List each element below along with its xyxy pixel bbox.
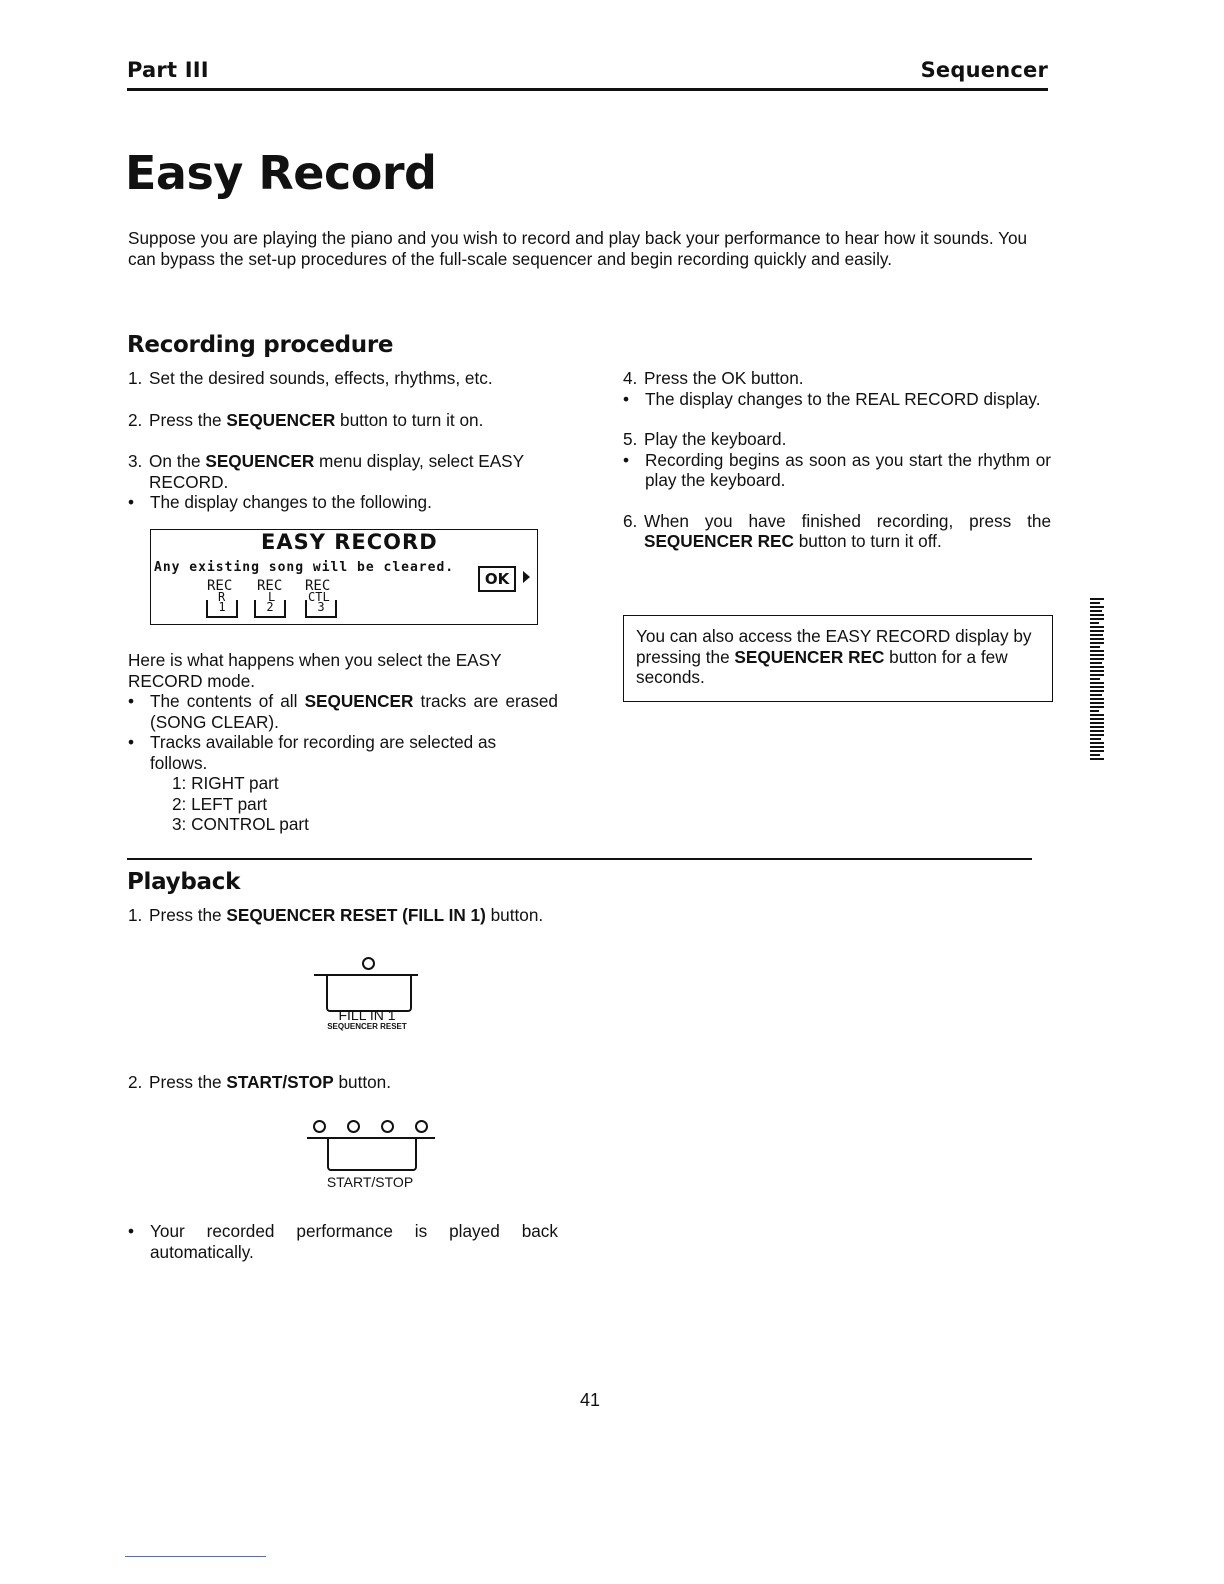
playback-bullet: • Your recorded performance is played back automatically. [128,1221,558,1262]
track-item: 2: LEFT part [172,793,268,814]
note-box [623,615,1053,702]
display-track-3: 3 [305,600,337,618]
step-1: 1. Set the desired sounds, effects, rhythms, etc. [128,368,493,388]
lamp-icon [415,1120,428,1133]
playback-step-2: 2. Press the START/STOP button. [128,1072,392,1092]
playback-heading: Playback [127,869,241,895]
lamp-icon [381,1120,394,1133]
bottom-rule [125,1556,266,1557]
track-item: 1: RIGHT part [172,773,279,793]
note-text: You can also access the EASY RECORD display by pressing the SEQUENCER REC button for a few seconds. [636,626,1032,687]
step-3: 3. On the SEQUENCER menu display, select EASY RECORD. [128,451,524,492]
lamp-icon [313,1120,326,1133]
section-rule [127,858,1032,860]
track-list [128,773,558,835]
arrow-right-icon [523,571,530,583]
button-label: START/STOP [326,1174,414,1190]
page-number: 41 [580,1390,601,1410]
button-label: FILL IN 1 [338,1007,396,1023]
lamp-icon [362,957,375,970]
display-sub-3: CTL [308,590,330,604]
display-sub-2: L [268,590,276,604]
playback-step-1: 1. Press the SEQUENCER RESET (FILL IN 1) button. [128,905,544,925]
display-track-1: 1 [206,600,238,618]
step-2: 2. Press the SEQUENCER button to turn it on. [128,409,484,430]
step-3-bullet: • The display changes to the following. [128,492,556,513]
track-item: 3: CONTROL part [172,814,309,834]
step-5: 5. Play the keyboard. [623,429,787,449]
display-rec-2: REC [257,578,283,594]
step-4: 4. Press the OK button. [623,368,804,388]
start-stop-button-illustration [305,1118,440,1196]
header-section-label: Sequencer [920,58,1048,82]
page-title: Easy Record [125,146,437,200]
after-display-text: Here is what happens when you select the EASY RECORD mode. [128,650,502,691]
step-5-bullet: • Recording begins as soon as you start the rhythm or play the keyboard. [623,450,1051,491]
recording-left-column [128,368,556,513]
button-icon [327,1139,417,1171]
fill-in-button-illustration [312,955,424,1035]
edge-marker [1090,598,1104,762]
display-rec-3: REC [305,578,331,594]
tracks-bullet: • Tracks available for recording are selected as follows. [128,732,558,773]
easy-record-display [150,529,538,625]
mode-explanation [128,650,558,835]
button-sublabel: SEQUENCER RESET [327,1022,407,1031]
lamp-icon [347,1120,360,1133]
step-4-bullet: • The display changes to the REAL RECORD display. [623,389,1051,410]
display-sub-1: R [218,590,226,604]
display-rec-1: REC [207,578,233,594]
display-message: Any existing song will be cleared. [154,560,455,575]
step-6: 6. When you have finished recording, press the SEQUENCER REC button to turn it off. [623,510,1051,551]
header-part-label: Part III [127,58,209,82]
recording-heading: Recording procedure [127,332,394,358]
erase-bullet: • The contents of all SEQUENCER tracks are erased (SONG CLEAR). [128,691,558,732]
intro-paragraph: Suppose you are playing the piano and you wish to record and play back your performance to hear how it sounds. You can bypass the set-up procedures of the full-scale sequencer and begin recording quickly and easily. [128,228,1028,269]
display-track-2: 2 [254,600,286,618]
display-ok-button: OK [478,566,516,592]
recording-right-column [623,368,1051,552]
display-title: EASY RECORD [261,530,438,554]
header-rule [127,88,1048,91]
